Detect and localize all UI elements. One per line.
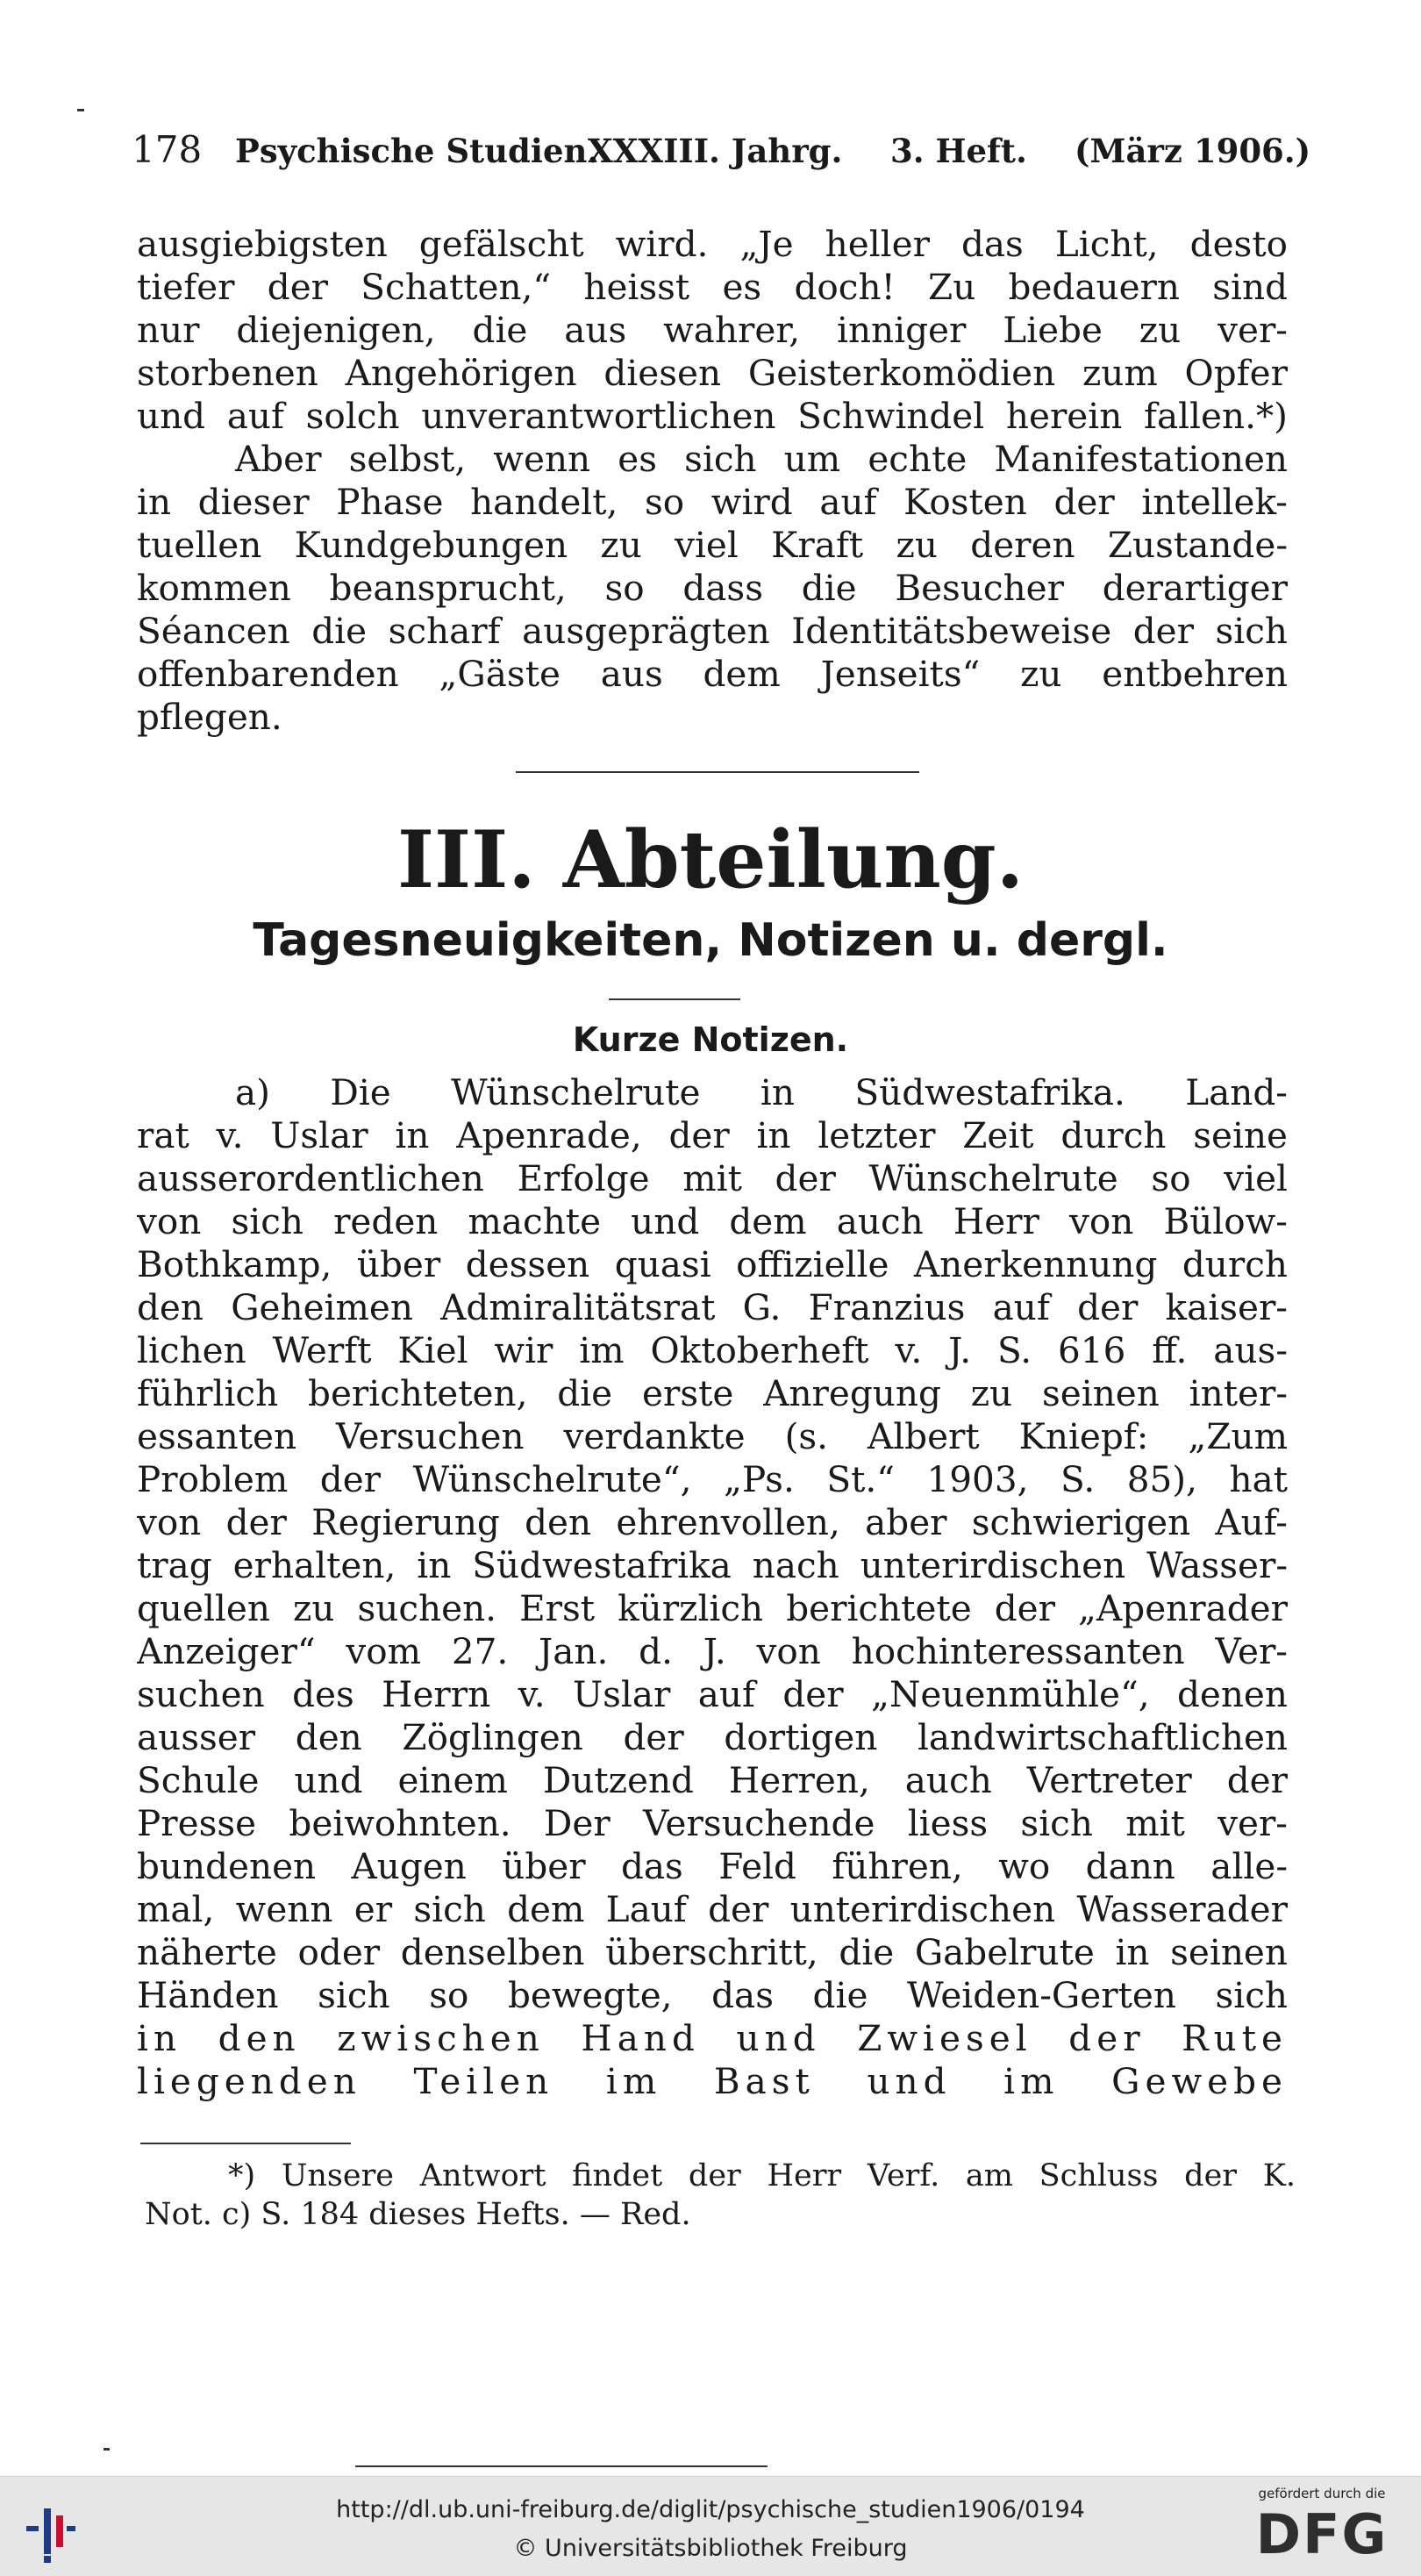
scan-mark [77, 109, 84, 111]
text-line: in dieser Phase handelt, so wird auf Kosten der intellek- [137, 481, 1288, 523]
footnote-rule [140, 2143, 351, 2144]
text-line: den Geheimen Admiralitätsrat G. Franzius auf der kaiser- [137, 1286, 1288, 1328]
issue-label: 3. Heft. [890, 132, 1027, 170]
short-divider [609, 998, 740, 1000]
text-line: mal, wenn er sich dem Lauf der unterirdischen Wasserader [137, 1888, 1288, 1930]
library-footer-bar [0, 2476, 1421, 2576]
footnote-line: Not. c) S. 184 dieses Hefts. — Red. [145, 2197, 691, 2232]
text-line: rat v. Uslar in Apenrade, der in letzter Zeit durch seine [137, 1114, 1288, 1156]
text-line: kommen beansprucht, so dass die Besucher derartiger [137, 567, 1288, 609]
footnote [145, 2157, 1296, 2234]
text-line: ausgiebigsten gefälscht wird. „Je heller das Licht, desto [137, 223, 1288, 265]
text-line: Problem der Wünschelrute“, „Ps. St.“ 1903, S. 85), hat [137, 1458, 1288, 1500]
text-line: Séancen die scharf ausgeprägten Identitätsbeweise der sich [137, 610, 1288, 652]
copyright-notice: © Universitätsbibliothek Freiburg [513, 2535, 908, 2562]
text-line: storbenen Angehörigen diesen Geisterkomödien zum Opfer [137, 352, 1288, 394]
text-line: bundenen Augen über das Feld führen, wo dann alle- [137, 1845, 1288, 1887]
section-title: III. Abteilung. [396, 813, 1025, 906]
text-line: und auf solch unverantwortlichen Schwindel herein fallen.*) [137, 395, 1288, 437]
text-line: Schule und einem Dutzend Herren, auch Vertreter der [137, 1759, 1288, 1801]
scan-mark [104, 2448, 110, 2451]
text-line: a) Die Wünschelrute in Südwestafrika. Land- [235, 1071, 1288, 1113]
text-line: lichen Werft Kiel wir im Oktoberheft v. J. S. 616 ff. aus- [137, 1329, 1288, 1371]
dfg-logo[interactable]: DFG [1255, 2502, 1389, 2566]
running-header [132, 128, 1311, 184]
text-line: Händen sich so bewegte, das die Weiden-Gerten sich [137, 1974, 1288, 2016]
text-line: Presse beiwohnten. Der Versuchende liess sich mit ver- [137, 1802, 1288, 1844]
text-line: quellen zu suchen. Erst kürzlich berichtete der „Apenrader [137, 1587, 1288, 1629]
text-line: von sich reden machte und dem auch Herr von Bülow- [137, 1200, 1288, 1242]
section-divider [516, 771, 919, 773]
text-line: Aber selbst, wenn es sich um echte Manifestationen [235, 438, 1288, 480]
text-line: liegenden Teilen im Bast und im Gewebe [137, 2060, 1288, 2102]
text-line: tuellen Kundgebungen zu viel Kraft zu deren Zustande- [137, 524, 1288, 566]
volume-label: XXXIII. Jahrg. [588, 132, 843, 170]
text-line: offenbarenden „Gäste aus dem Jenseits“ zu entbehren [137, 653, 1288, 695]
dfg-caption: gefördert durch die [1258, 2486, 1386, 2501]
text-line: pflegen. [137, 696, 282, 738]
journal-title: Psychische Studien. [235, 132, 599, 170]
text-line: Bothkamp, über dessen quasi offizielle Anerkennung durch [137, 1243, 1288, 1285]
section-subtitle: Tagesneuigkeiten, Notizen u. dergl. [253, 914, 1168, 967]
text-line: ausser den Zöglingen der dortigen landwirtschaftlichen [137, 1716, 1288, 1758]
footnote-line: *) Unsere Antwort findet der Herr Verf. am Schluss der K. [228, 2158, 1296, 2193]
notes-heading: Kurze Notizen. [572, 1020, 849, 1059]
text-line: von der Regierung den ehrenvollen, aber schwierigen Auf- [137, 1501, 1288, 1543]
text-line: suchen des Herrn v. Uslar auf der „Neuenmühle“, denen [137, 1673, 1288, 1715]
text-line: nur diejenigen, die aus wahrer, inniger Liebe zu ver- [137, 309, 1288, 351]
scan-mark [355, 2465, 768, 2467]
body-text-main [137, 1071, 1288, 2103]
text-line: näherte oder denselben überschritt, die Gabelrute in seinen [137, 1931, 1288, 1973]
document-url-link[interactable]: http://dl.ub.uni-freiburg.de/diglit/psychische_studien1906/0194 [336, 2496, 1085, 2523]
text-line: tiefer der Schatten,“ heisst es doch! Zu bedauern sind [137, 266, 1288, 308]
text-line: in den zwischen Hand und Zwiesel der Rute [137, 2017, 1288, 2059]
text-line: essanten Versuchen verdankte (s. Albert Kniepf: „Zum [137, 1415, 1288, 1457]
issue-date: (März 1906.) [1075, 132, 1311, 170]
text-line: führlich berichteten, die erste Anregung zu seinen inter- [137, 1372, 1288, 1414]
text-line: trag erhalten, in Südwestafrika nach unterirdischen Wasser- [137, 1544, 1288, 1586]
body-text-top [137, 223, 1288, 739]
page-number: 178 [132, 128, 203, 171]
text-line: Anzeiger“ vom 27. Jan. d. J. von hochinteressanten Ver- [137, 1630, 1288, 1672]
text-line: ausserordentlichen Erfolge mit der Wünschelrute so viel [137, 1157, 1288, 1199]
